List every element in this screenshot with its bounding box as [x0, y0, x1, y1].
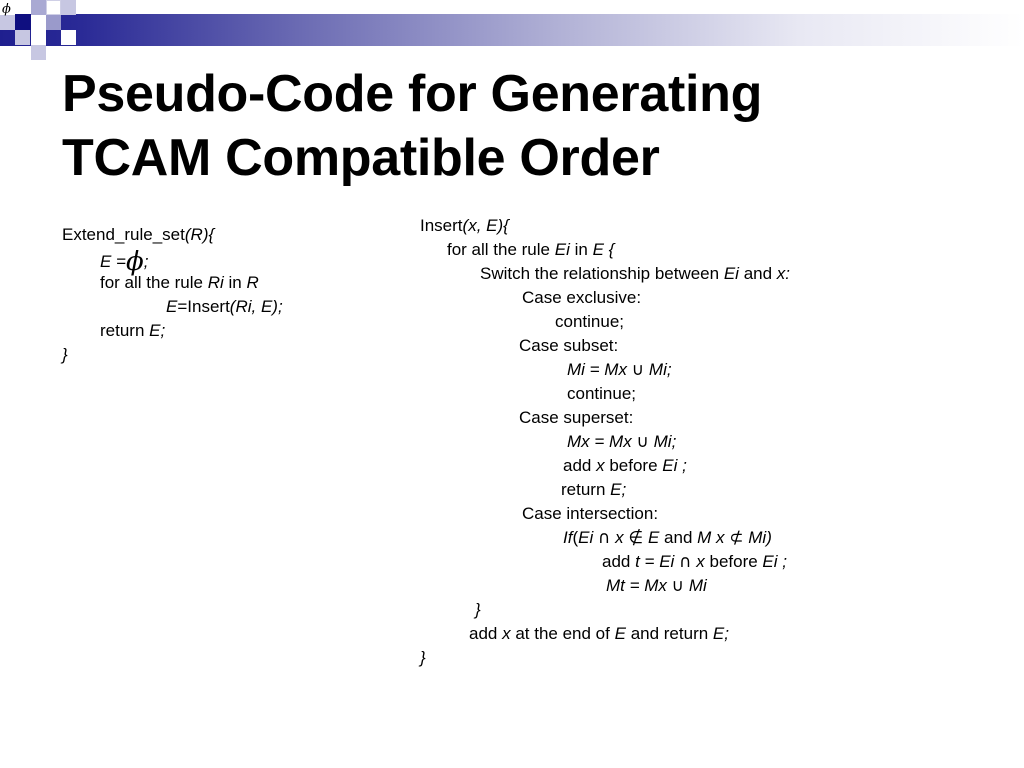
- variable: x: [696, 552, 705, 571]
- code-text: Switch the relationship between: [480, 264, 720, 283]
- code-text: for all the rule: [447, 240, 550, 259]
- code-line: }: [475, 600, 481, 619]
- decor-square: [15, 14, 31, 30]
- code-text: for all the rule: [100, 273, 203, 292]
- variable: M x: [697, 528, 725, 547]
- decor-square: [31, 15, 46, 30]
- extend-rule-set-code: [62, 223, 382, 373]
- code-line: [100, 247, 149, 277]
- function-name: Insert: [420, 216, 463, 235]
- not-subset-symbol-icon: ⊄: [729, 528, 744, 548]
- code-text: before: [709, 552, 758, 571]
- code-text: Mi;: [648, 360, 672, 379]
- code-text: Mi = Mx: [567, 360, 627, 379]
- union-symbol-icon: ∪: [671, 576, 685, 596]
- insert-function-code: [420, 214, 880, 674]
- variable: E: [647, 528, 660, 547]
- case-label: Case exclusive:: [522, 288, 642, 307]
- code-text: Mi;: [653, 432, 677, 451]
- variable: E;: [149, 321, 166, 340]
- variable: Ei ;: [762, 552, 787, 571]
- code-line: [420, 214, 509, 238]
- code-line: [480, 262, 790, 286]
- decor-square: [15, 30, 30, 45]
- decor-square: [46, 15, 61, 30]
- case-label: Case intersection:: [522, 504, 659, 523]
- decor-square: [31, 0, 46, 15]
- code-text: before: [609, 456, 658, 475]
- code-text: =Insert: [177, 297, 230, 316]
- variable: E: [614, 624, 626, 643]
- union-symbol-icon: ∪: [631, 360, 645, 380]
- decor-square: [31, 45, 46, 60]
- function-args: (R){: [184, 225, 215, 244]
- variable: Ei: [554, 240, 570, 259]
- code-text: and: [743, 264, 773, 283]
- code-text: Mx = Mx: [567, 432, 632, 451]
- phi-symbol-icon: ϕ: [126, 247, 144, 277]
- code-text: add: [563, 456, 592, 475]
- decor-square: [0, 15, 15, 30]
- variable: x: [502, 624, 511, 643]
- code-line: [561, 478, 626, 502]
- variable: Ei ;: [662, 456, 687, 475]
- code-line: [563, 454, 687, 478]
- code-text: add: [602, 552, 631, 571]
- code-line: [166, 295, 283, 319]
- decor-square: [31, 30, 46, 45]
- variable: x: [615, 528, 624, 547]
- variable: Ri: [207, 273, 224, 292]
- variable: Mi): [748, 528, 772, 547]
- code-text: and return: [630, 624, 709, 643]
- variable: t = Ei: [635, 552, 675, 571]
- case-label: Case subset:: [519, 336, 619, 355]
- code-line: [567, 430, 676, 454]
- code-text: return: [100, 321, 145, 340]
- title-line-1: Pseudo-Code for Generating: [62, 65, 763, 123]
- code-line: [100, 319, 165, 343]
- slide-title: [62, 62, 762, 190]
- title-line-2: TCAM Compatible Order: [62, 129, 660, 187]
- variable: E =: [100, 252, 126, 271]
- variable: Ei: [723, 264, 739, 283]
- code-text: return: [561, 480, 606, 499]
- function-args: (Ri, E);: [229, 297, 283, 316]
- code-line: [606, 574, 707, 598]
- code-text: Mt = Mx: [606, 576, 667, 595]
- variable: E;: [712, 624, 729, 643]
- variable: x: [596, 456, 605, 475]
- code-line: [602, 550, 787, 574]
- code-text: and: [664, 528, 693, 547]
- decor-square: [61, 30, 76, 45]
- variable: E {: [592, 240, 615, 259]
- variable: R: [246, 273, 259, 292]
- function-name: Extend_rule_set: [62, 225, 185, 244]
- code-line: [563, 526, 772, 550]
- variable: x:: [776, 264, 791, 283]
- code-text: in: [228, 273, 242, 292]
- code-text: ;: [143, 252, 149, 271]
- keyword: If: [563, 528, 573, 547]
- code-text: add: [469, 624, 498, 643]
- code-line: [62, 223, 214, 247]
- code-line: continue;: [567, 384, 636, 403]
- variable: E;: [610, 480, 627, 499]
- variable: Ei: [578, 528, 594, 547]
- union-symbol-icon: ∪: [636, 432, 649, 452]
- code-line: [469, 622, 729, 646]
- code-line: [447, 238, 614, 262]
- not-element-of-symbol-icon: ∉: [628, 528, 644, 548]
- header-gradient-band: [0, 14, 1024, 46]
- case-label: Case superset:: [519, 408, 634, 427]
- code-line: continue;: [555, 312, 624, 331]
- code-text: Mi: [688, 576, 707, 595]
- decor-square: [46, 0, 61, 15]
- code-text: in: [574, 240, 588, 259]
- variable: E: [166, 297, 178, 316]
- intersection-symbol-icon: ∩: [597, 528, 611, 548]
- code-line: [567, 358, 672, 382]
- code-text: at the end of: [515, 624, 610, 643]
- code-line: [100, 271, 259, 295]
- phi-symbol-icon: ϕ: [2, 2, 11, 17]
- code-text: (: [572, 528, 579, 547]
- code-line: }: [62, 345, 68, 364]
- code-line: }: [420, 648, 426, 667]
- function-args: (x, E){: [462, 216, 509, 235]
- decor-square: [61, 0, 76, 15]
- intersection-symbol-icon: ∩: [679, 552, 692, 572]
